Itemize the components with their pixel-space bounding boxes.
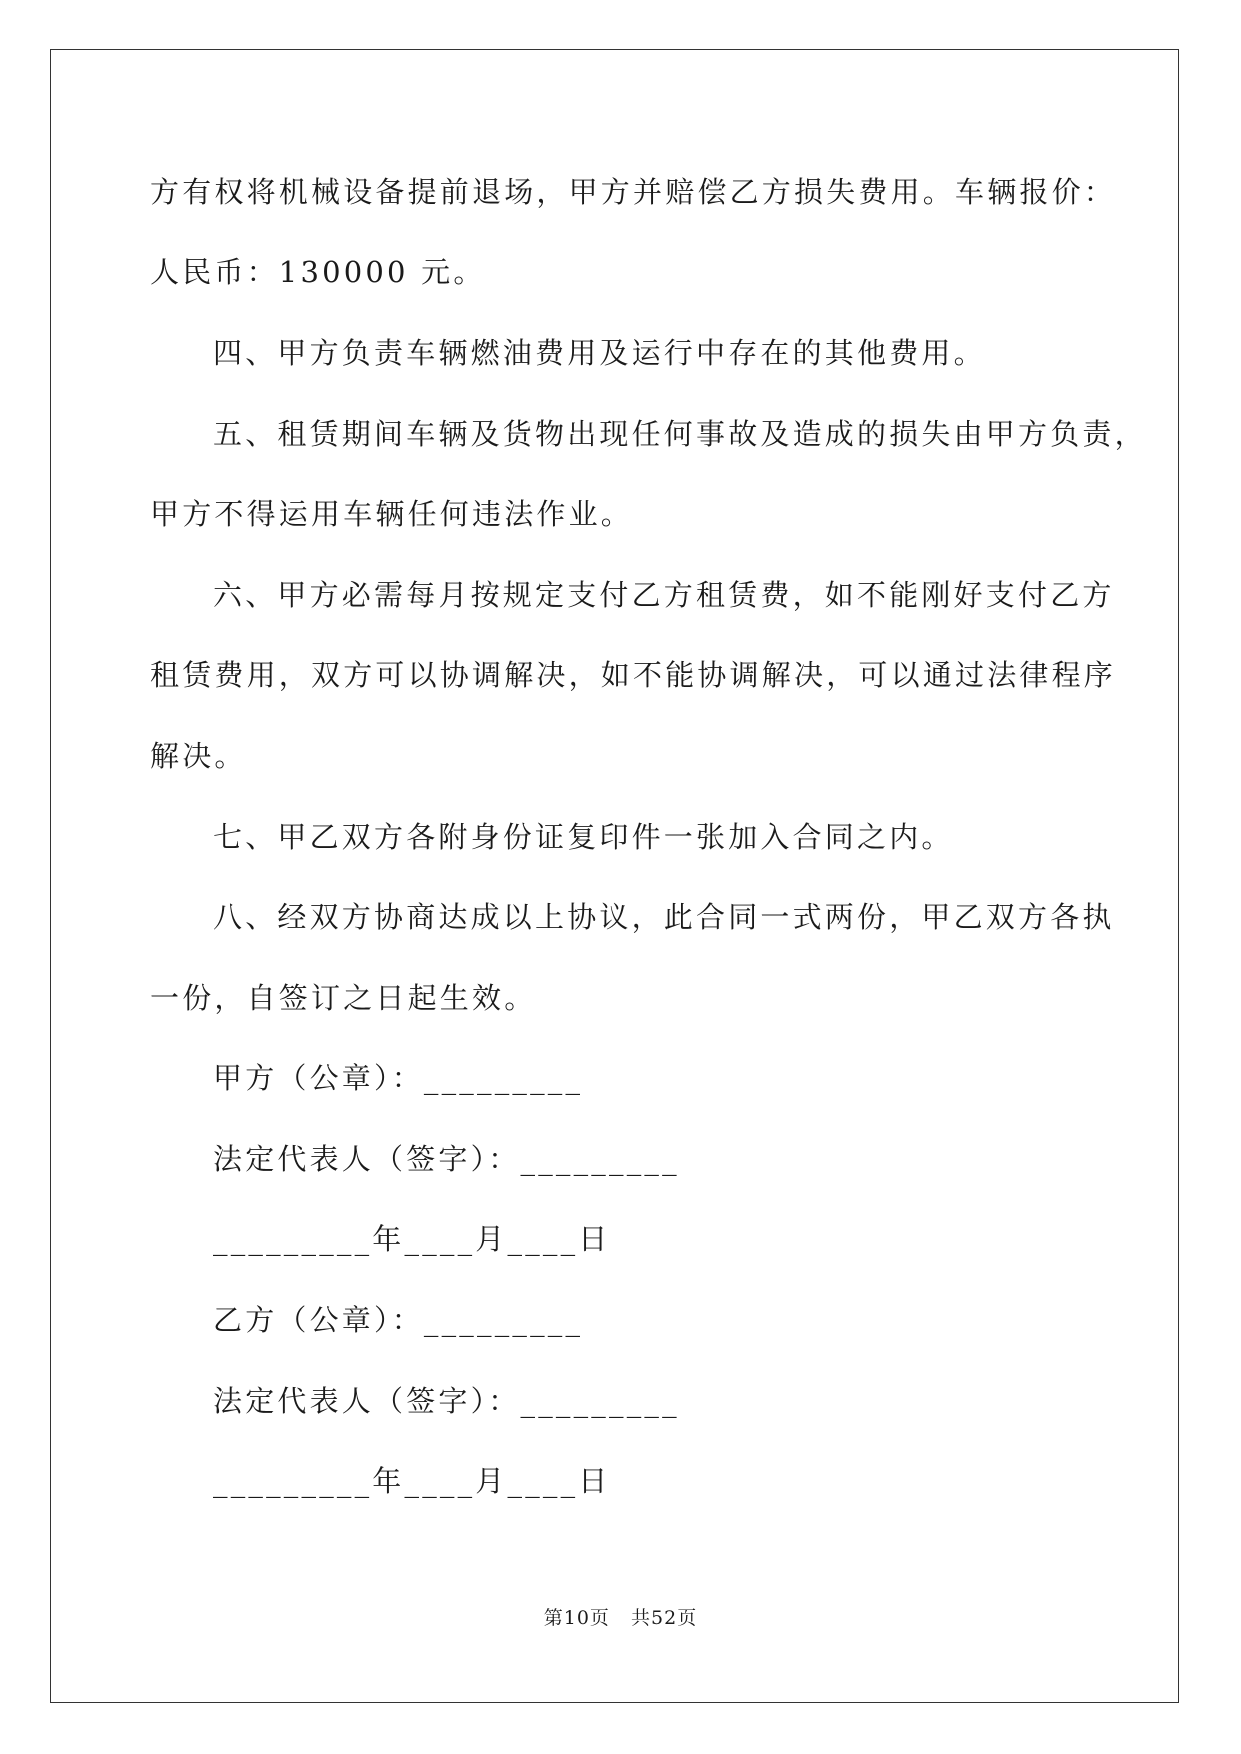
clause-4: 四、甲方负责车辆燃油费用及运行中存在的其他费用。 — [213, 336, 986, 370]
clause-6-line-3: 解决。 — [150, 739, 247, 773]
page-border — [50, 49, 1179, 1703]
clause-5-line-1: 五、租赁期间车辆及货物出现任何事故及造成的损失由甲方负责， — [213, 417, 1147, 451]
body-line-1: 方有权将机械设备提前退场，甲方并赔偿乙方损失费用。车辆报价： — [150, 175, 1117, 209]
party-b-date: _________年____月____日 — [213, 1464, 611, 1498]
party-b-representative: 法定代表人（签字）：_________ — [213, 1384, 680, 1418]
body-line-2: 人民币：130000 元。 — [150, 255, 486, 289]
page-number-footer: 第10页 共52页 — [543, 1607, 698, 1629]
party-b-seal: 乙方（公章）：_________ — [213, 1303, 584, 1337]
clause-8-line-2: 一份，自签订之日起生效。 — [150, 981, 537, 1015]
party-a-representative: 法定代表人（签字）：_________ — [213, 1142, 680, 1176]
clause-6-line-2: 租赁费用，双方可以协调解决，如不能协调解决，可以通过法律程序 — [150, 658, 1117, 692]
party-a-seal: 甲方（公章）：_________ — [213, 1061, 584, 1095]
clause-6-line-1: 六、甲方必需每月按规定支付乙方租赁费，如不能刚好支付乙方 — [213, 578, 1115, 612]
clause-8-line-1: 八、经双方协商达成以上协议，此合同一式两份，甲乙双方各执 — [213, 900, 1115, 934]
party-a-date: _________年____月____日 — [213, 1222, 611, 1256]
clause-5-line-2: 甲方不得运用车辆任何违法作业。 — [150, 497, 634, 531]
clause-7: 七、甲乙双方各附身份证复印件一张加入合同之内。 — [213, 820, 954, 854]
